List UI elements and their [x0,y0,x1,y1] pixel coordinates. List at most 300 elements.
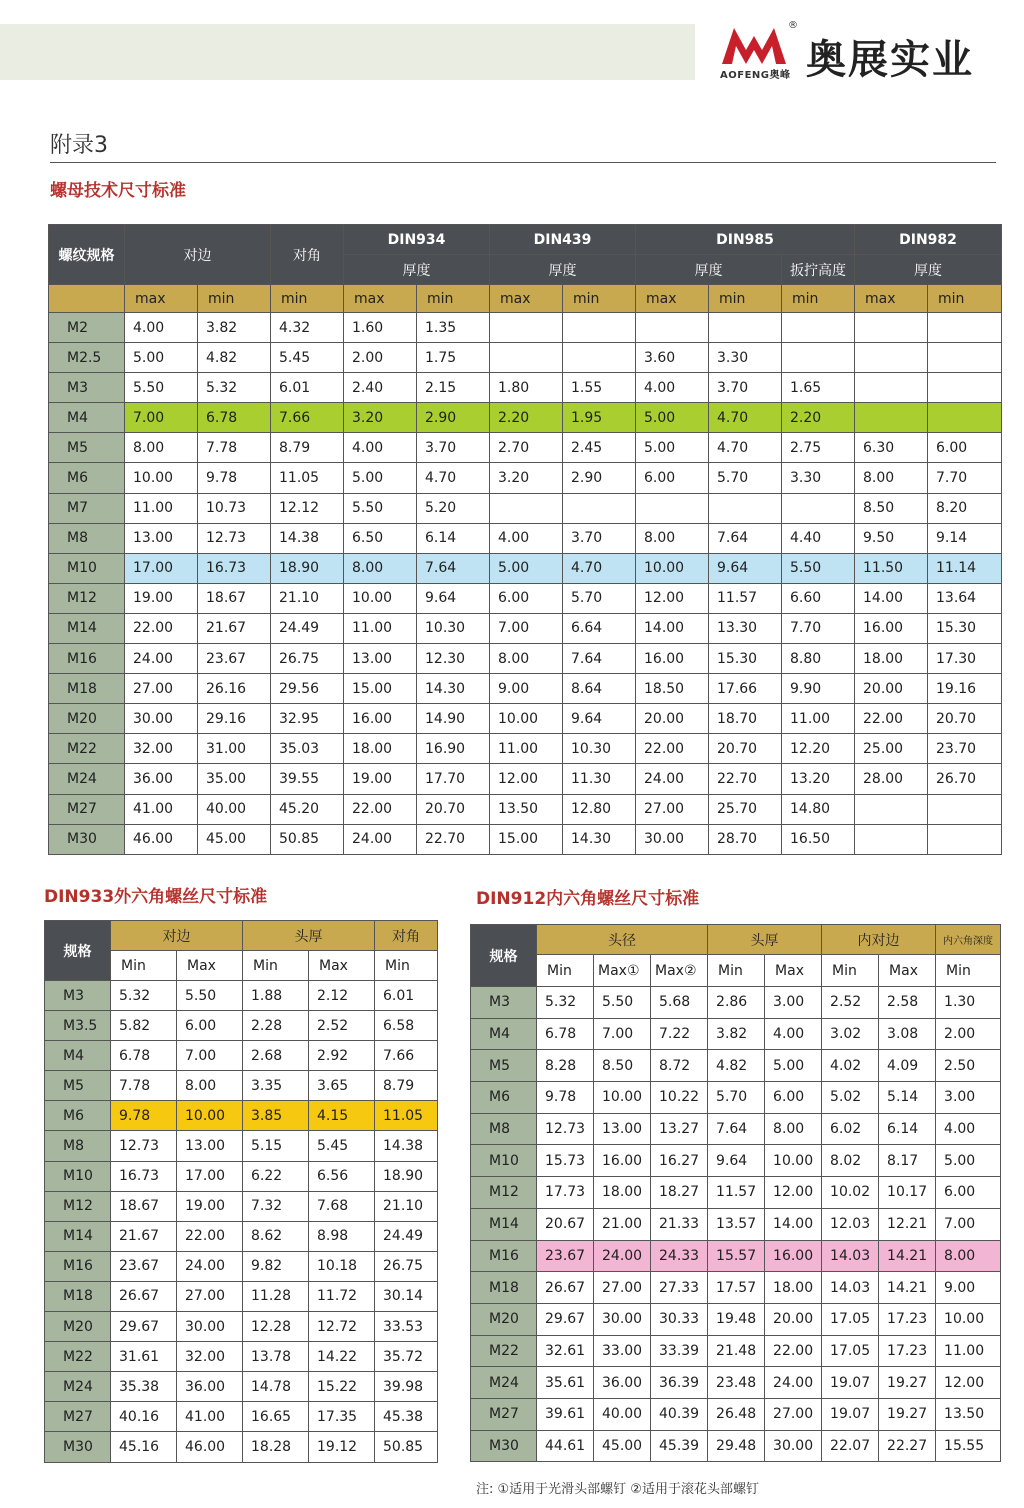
table-cell: 20.70 [709,734,782,764]
table-cell: 15.55 [936,1430,1001,1462]
table-cell: 8.50 [855,493,928,523]
table-cell: 14.90 [417,704,490,734]
table-cell: 2.50 [936,1050,1001,1082]
din912-head-dia-header: 头径 [537,925,708,955]
table-cell: 30.00 [636,824,709,854]
table-cell: 6.01 [375,981,438,1011]
table-cell: 26.67 [111,1281,177,1311]
row-label: M8 [471,1113,537,1145]
table-cell: 10.00 [765,1145,822,1177]
table-cell: 13.00 [177,1131,243,1161]
table-cell: 24.00 [344,824,417,854]
col-max: Max [309,951,375,981]
table-cell: 8.62 [243,1221,309,1251]
table-cell: 16.00 [344,704,417,734]
table-cell: 17.05 [822,1335,879,1367]
table-row [45,1342,438,1372]
table-row [471,987,1001,1019]
din933-dimension-table [44,920,438,1463]
table-cell: 2.70 [490,433,563,463]
col-min: min [709,285,782,313]
table-cell: 4.09 [879,1050,936,1082]
table-cell: 9.64 [563,704,636,734]
table-cell: 19.00 [177,1191,243,1221]
table-cell: 7.00 [594,1018,651,1050]
table-cell: 7.00 [490,613,563,643]
table-row [45,1161,438,1191]
table-cell: 45.20 [271,794,344,824]
table-row [471,1398,1001,1430]
table-cell: 18.70 [709,704,782,734]
row-label: M24 [471,1367,537,1399]
row-label: M5 [49,433,125,463]
table-cell: 3.82 [198,313,271,343]
table-cell: 19.07 [822,1367,879,1399]
table-cell: 2.00 [344,343,417,373]
table-cell: 5.45 [309,1131,375,1161]
table-cell: 5.00 [490,553,563,583]
col-max: max [125,285,198,313]
row-label: M16 [49,644,125,674]
table-cell: 26.75 [375,1251,438,1281]
table-cell: 18.00 [765,1272,822,1304]
col-max: Max [177,951,243,981]
table-cell [855,794,928,824]
nut-din982-header: DIN982 [855,225,1002,255]
table-cell: 23.67 [198,644,271,674]
section-title-nuts: 螺母技术尺寸标准 [50,181,186,201]
table-cell: 5.50 [594,987,651,1019]
row-label: M20 [471,1303,537,1335]
table-cell: 19.27 [879,1367,936,1399]
table-cell: 5.32 [111,981,177,1011]
col-min: Min [375,951,438,981]
table-cell: 1.88 [243,981,309,1011]
table-cell: 9.64 [708,1145,765,1177]
table-cell: 4.70 [563,553,636,583]
table-cell [855,313,928,343]
table-cell: 17.30 [928,644,1002,674]
table-cell: 17.00 [125,553,198,583]
row-label: M8 [49,523,125,553]
table-cell: 7.66 [375,1041,438,1071]
table-cell: 12.21 [879,1208,936,1240]
table-cell: 2.86 [708,987,765,1019]
table-cell: 8.00 [636,523,709,553]
table-cell: 6.00 [177,1011,243,1041]
table-cell: 5.50 [782,553,855,583]
table-cell: 13.00 [344,644,417,674]
table-cell: 18.90 [375,1161,438,1191]
table-cell: 26.48 [708,1398,765,1430]
table-cell: 31.00 [198,734,271,764]
registered-mark: ® [788,20,798,31]
table-cell: 19.48 [708,1303,765,1335]
table-cell [928,794,1002,824]
table-cell: 1.55 [563,373,636,403]
table-cell: 12.30 [417,644,490,674]
nut-corner-blank [49,285,125,313]
row-label: M3 [45,981,111,1011]
table-cell [928,343,1002,373]
table-cell: 13.20 [782,764,855,794]
table-row [471,1367,1001,1399]
table-cell: 10.00 [344,583,417,613]
table-cell: 12.00 [636,583,709,613]
row-label: M24 [49,764,125,794]
table-cell: 13.57 [708,1208,765,1240]
table-cell: 28.70 [709,824,782,854]
table-cell: 22.00 [177,1221,243,1251]
section-title-din933: DIN933外六角螺丝尺寸标准 [44,887,268,907]
table-cell: 44.61 [537,1430,594,1462]
table-cell [563,343,636,373]
row-label: M30 [49,824,125,854]
row-label: M10 [49,553,125,583]
table-cell: 5.15 [243,1131,309,1161]
table-cell: 4.00 [490,523,563,553]
table-cell: 19.00 [125,583,198,613]
row-label: M10 [45,1161,111,1191]
table-cell: 8.28 [537,1050,594,1082]
table-cell: 14.30 [417,674,490,704]
table-cell: 15.00 [490,824,563,854]
table-cell: 14.03 [822,1272,879,1304]
table-cell: 30.14 [375,1281,438,1311]
table-cell: 4.00 [936,1113,1001,1145]
table-cell: 13.30 [709,613,782,643]
table-cell: 5.50 [177,981,243,1011]
table-row [45,1221,438,1251]
table-cell: 9.78 [198,463,271,493]
table-cell: 17.73 [537,1177,594,1209]
table-cell: 14.03 [822,1240,879,1272]
table-cell: 14.00 [855,583,928,613]
table-cell: 3.85 [243,1101,309,1131]
table-cell: 5.32 [537,987,594,1019]
table-row [45,981,438,1011]
nut-din439-thickness: 厚度 [490,255,636,285]
table-cell: 24.33 [651,1240,708,1272]
table-cell: 29.16 [198,704,271,734]
table-cell: 13.00 [594,1113,651,1145]
table-cell: 45.38 [375,1402,438,1432]
nut-across-flats-header: 对边 [125,225,271,285]
col-max: Max [879,955,936,987]
table-row [471,1050,1001,1082]
table-cell: 13.00 [125,523,198,553]
table-cell: 8.20 [928,493,1002,523]
table-row [45,1372,438,1402]
table-cell: 32.00 [125,734,198,764]
table-cell: 18.67 [111,1191,177,1221]
table-cell: 4.15 [309,1101,375,1131]
table-cell: 22.07 [822,1430,879,1462]
table-cell: 13.27 [651,1113,708,1145]
row-label: M22 [45,1342,111,1372]
appendix-title: 附录3 [50,133,108,158]
table-cell [855,373,928,403]
table-cell: 4.40 [782,523,855,553]
table-row [49,824,1002,854]
table-cell: 7.64 [417,553,490,583]
table-cell: 32.95 [271,704,344,734]
table-cell: 11.28 [243,1281,309,1311]
table-cell: 3.35 [243,1071,309,1101]
col-max: max [490,285,563,313]
row-label: M4 [471,1018,537,1050]
table-cell: 10.17 [879,1177,936,1209]
table-cell: 46.00 [125,824,198,854]
table-cell: 2.92 [309,1041,375,1071]
col-max1: Max① [594,955,651,987]
table-cell: 16.73 [111,1161,177,1191]
row-label: M14 [49,613,125,643]
row-label: M27 [49,794,125,824]
table-cell: 11.00 [344,613,417,643]
table-cell: 11.50 [855,553,928,583]
table-cell: 4.70 [709,403,782,433]
table-cell: 13.64 [928,583,1002,613]
row-label: M5 [45,1071,111,1101]
table-cell: 7.32 [243,1191,309,1221]
table-cell: 2.20 [490,403,563,433]
table-cell: 24.00 [636,764,709,794]
row-label: M12 [45,1191,111,1221]
table-cell: 21.67 [111,1221,177,1251]
table-cell: 3.02 [822,1018,879,1050]
table-cell: 46.00 [177,1432,243,1462]
table-row [49,343,1002,373]
table-cell: 25.00 [855,734,928,764]
table-row [45,1131,438,1161]
table-cell: 8.00 [490,644,563,674]
table-row [45,1312,438,1342]
table-cell: 18.00 [344,734,417,764]
table-cell: 12.73 [111,1131,177,1161]
table-cell: 36.00 [594,1367,651,1399]
table-cell: 39.55 [271,764,344,794]
table-cell [928,824,1002,854]
table-cell: 1.75 [417,343,490,373]
din912-socket-depth-header: 内六角深度 [936,925,1001,955]
table-cell: 30.00 [765,1430,822,1462]
nut-din985-header: DIN985 [636,225,855,255]
nut-din934-header: DIN934 [344,225,490,255]
table-cell: 8.98 [309,1221,375,1251]
table-row [49,433,1002,463]
col-max: max [344,285,417,313]
table-cell: 6.78 [198,403,271,433]
table-cell: 24.49 [271,613,344,643]
col-min: Min [111,951,177,981]
table-cell: 26.70 [928,764,1002,794]
table-cell: 10.30 [417,613,490,643]
table-cell: 19.07 [822,1398,879,1430]
table-cell: 6.00 [765,1082,822,1114]
col-min: Min [822,955,879,987]
table-cell: 29.48 [708,1430,765,1462]
table-cell: 45.00 [594,1430,651,1462]
table-cell [709,493,782,523]
table-cell: 22.00 [125,613,198,643]
header-band [0,24,695,80]
table-cell: 5.45 [271,343,344,373]
col-min: min [782,285,855,313]
table-cell: 2.90 [563,463,636,493]
table-row [49,523,1002,553]
table-cell [782,493,855,523]
table-cell: 10.00 [490,704,563,734]
table-cell: 30.00 [594,1303,651,1335]
table-cell: 3.82 [708,1018,765,1050]
table-cell: 32.61 [537,1335,594,1367]
col-max: max [636,285,709,313]
table-cell: 1.80 [490,373,563,403]
table-cell: 17.66 [709,674,782,704]
table-cell: 14.00 [636,613,709,643]
table-cell: 18.00 [594,1177,651,1209]
table-cell: 21.10 [375,1191,438,1221]
table-row [471,1240,1001,1272]
table-cell: 20.67 [537,1208,594,1240]
table-cell: 2.40 [344,373,417,403]
table-cell: 18.50 [636,674,709,704]
table-cell: 8.00 [765,1113,822,1145]
table-cell: 40.16 [111,1402,177,1432]
table-cell: 3.30 [782,463,855,493]
table-cell: 45.00 [198,824,271,854]
table-cell: 6.00 [936,1177,1001,1209]
table-cell: 40.00 [594,1398,651,1430]
table-cell: 11.05 [271,463,344,493]
table-cell: 12.72 [309,1312,375,1342]
table-cell: 17.35 [309,1402,375,1432]
table-row [471,1272,1001,1304]
table-cell: 4.82 [198,343,271,373]
row-label: M18 [49,674,125,704]
table-cell: 8.79 [375,1071,438,1101]
row-label: M5 [471,1050,537,1082]
table-cell: 16.73 [198,553,271,583]
table-cell: 6.22 [243,1161,309,1191]
table-cell: 7.00 [936,1208,1001,1240]
table-cell: 4.02 [822,1050,879,1082]
table-cell: 19.00 [344,764,417,794]
table-cell: 40.00 [198,794,271,824]
table-cell: 10.00 [177,1101,243,1131]
table-cell: 6.02 [822,1113,879,1145]
table-cell: 23.70 [928,734,1002,764]
row-label: M18 [45,1281,111,1311]
table-cell: 18.90 [271,553,344,583]
table-cell: 31.61 [111,1342,177,1372]
table-cell: 20.00 [636,704,709,734]
table-cell: 36.00 [177,1372,243,1402]
row-label: M3 [471,987,537,1019]
table-cell: 6.00 [928,433,1002,463]
table-row [471,1018,1001,1050]
table-cell: 12.73 [537,1113,594,1145]
table-cell: 35.38 [111,1372,177,1402]
row-label: M3.5 [45,1011,111,1041]
table-cell: 13.50 [936,1398,1001,1430]
table-cell [928,403,1002,433]
table-cell [709,313,782,343]
table-cell: 22.70 [417,824,490,854]
table-cell: 5.50 [125,373,198,403]
table-cell [782,313,855,343]
row-label: M8 [45,1131,111,1161]
table-cell: 32.00 [177,1342,243,1372]
table-cell: 12.00 [490,764,563,794]
table-cell: 10.30 [563,734,636,764]
col-min: min [198,285,271,313]
table-cell [490,343,563,373]
table-cell [855,403,928,433]
table-cell: 9.64 [709,553,782,583]
table-cell: 8.02 [822,1145,879,1177]
table-cell: 21.67 [198,613,271,643]
table-cell: 6.78 [111,1041,177,1071]
table-cell: 33.00 [594,1335,651,1367]
row-label: M6 [471,1082,537,1114]
table-cell: 30.33 [651,1303,708,1335]
table-cell: 21.00 [594,1208,651,1240]
table-row [471,1303,1001,1335]
table-cell: 14.21 [879,1240,936,1272]
row-label: M16 [471,1240,537,1272]
nut-din982-thickness: 厚度 [855,255,1002,285]
table-cell: 23.67 [537,1240,594,1272]
nut-din985-thickness: 厚度 [636,255,782,285]
table-cell: 8.00 [855,463,928,493]
table-cell: 41.00 [177,1402,243,1432]
table-cell: 30.00 [177,1312,243,1342]
table-cell: 15.30 [709,644,782,674]
table-row [471,1145,1001,1177]
table-cell: 5.00 [636,433,709,463]
table-cell: 2.52 [822,987,879,1019]
table-cell: 19.16 [928,674,1002,704]
table-cell: 29.67 [111,1312,177,1342]
table-cell: 7.64 [563,644,636,674]
table-cell: 7.66 [271,403,344,433]
din912-corner-header: 规格 [471,925,537,987]
table-cell: 27.00 [765,1398,822,1430]
table-cell: 27.00 [125,674,198,704]
table-cell: 10.00 [125,463,198,493]
table-cell: 3.00 [765,987,822,1019]
table-cell: 6.14 [879,1113,936,1145]
row-label: M30 [45,1432,111,1462]
col-min: min [417,285,490,313]
table-cell: 13.50 [490,794,563,824]
table-cell: 3.65 [309,1071,375,1101]
table-row [49,313,1002,343]
table-cell: 36.39 [651,1367,708,1399]
table-cell: 18.27 [651,1177,708,1209]
din912-head-thickness-header: 头厚 [708,925,822,955]
nut-din439-header: DIN439 [490,225,636,255]
row-label: M27 [471,1398,537,1430]
table-cell: 16.27 [651,1145,708,1177]
table-cell: 10.73 [198,493,271,523]
table-cell: 12.28 [243,1312,309,1342]
table-cell: 5.32 [198,373,271,403]
table-cell: 6.01 [271,373,344,403]
table-cell: 22.70 [709,764,782,794]
